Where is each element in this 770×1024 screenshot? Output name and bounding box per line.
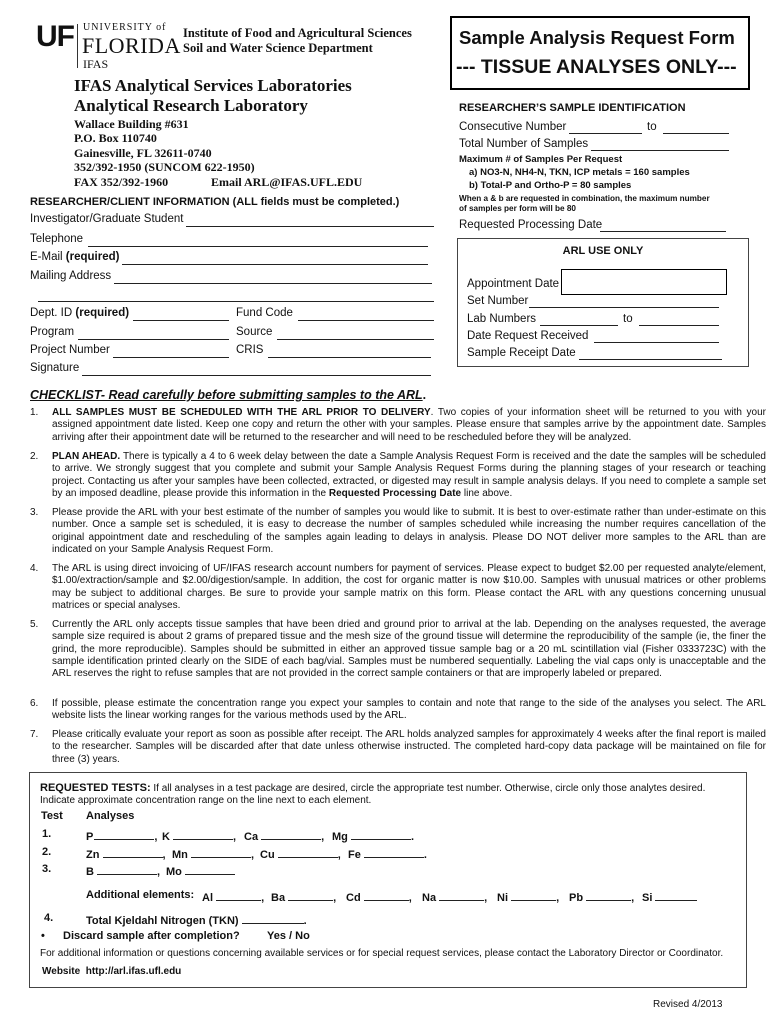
requested-tests-intro-2: Indicate approximate concentration range on the line next to each element. bbox=[40, 795, 372, 806]
max-samples-heading: Maximum # of Samples Per Request bbox=[459, 154, 623, 165]
checklist-item-text: If possible, please estimate the concentration range you expect your samples to contain and note that range to the side of the analyses you select. The ARL website lists the linear working ranges for the various methods used by the ARL. bbox=[52, 698, 766, 722]
form-title: Sample Analysis Request Form bbox=[459, 27, 735, 48]
analyte-b[interactable]: B , bbox=[86, 863, 160, 878]
analyte-label: B bbox=[86, 866, 94, 878]
analyte-label: Ba bbox=[271, 892, 286, 904]
additional-elements-label: Additional elements: bbox=[86, 889, 195, 901]
form-title-box bbox=[450, 16, 750, 90]
email-required: (required) bbox=[65, 251, 120, 263]
date-request-received-label: Date Request Received bbox=[467, 330, 589, 342]
range-field[interactable] bbox=[586, 889, 631, 901]
checklist-item-body-2: line above. bbox=[461, 487, 513, 499]
address-line: Gainesville, FL 32611-0740 bbox=[74, 145, 212, 160]
address-line: Wallace Building #631 bbox=[74, 117, 189, 131]
set-number-label: Set Number bbox=[467, 295, 529, 307]
checklist-item-number: 4. bbox=[30, 563, 39, 574]
lab-numbers-from-field[interactable] bbox=[540, 324, 618, 326]
checklist-item-body: There is typically a 4 to 6 week delay between the date a Sample Analysis Request Form is received and the date the samples will be scheduled to arrive. We strongly suggest that you complete and submit your Sample Analysis Request Forms during the planning stages of your research or teaching project. Contacting us after your samples have been collected, extracted, or digested may result in sample analysis delays. If you need to complete a sample set by an imposed deadline, please provide this information in the bbox=[52, 451, 766, 499]
dept-id-required: (required) bbox=[75, 307, 130, 319]
cris-label: CRIS bbox=[236, 344, 264, 356]
discard-bullet: • bbox=[41, 930, 45, 942]
checklist-item-text: Please critically evaluate your report as soon as possible after receipt. The ARL holds analyzed samples for approximately 4 weeks after the final report is mailed to the researcher. Samples will be discarded after that date unless otherwise instructed. The completed hard-copy data package will be maintained on file for three (3) years. bbox=[52, 729, 766, 765]
analyte-ca[interactable]: Ca , bbox=[244, 828, 324, 843]
investigator-label: Investigator/Graduate Student bbox=[30, 213, 184, 225]
checklist-item-number: 3. bbox=[30, 507, 39, 518]
project-number-field[interactable] bbox=[113, 356, 229, 358]
analyte-label: Mo bbox=[166, 866, 182, 878]
appointment-date-label: Appointment Date bbox=[467, 278, 560, 290]
header-arl: Analytical Research Laboratory bbox=[74, 96, 308, 115]
consecutive-number-label: Consecutive Number bbox=[459, 121, 567, 133]
logo-florida: FLORIDA bbox=[82, 33, 181, 58]
requested-processing-date-label: Requested Processing Date bbox=[459, 219, 603, 231]
analyte-label: Zn bbox=[86, 849, 100, 861]
analyte-ba[interactable]: Ba , bbox=[271, 889, 336, 904]
range-field[interactable] bbox=[655, 889, 697, 901]
test-2-number[interactable]: 2. bbox=[42, 846, 52, 858]
date-request-received-field[interactable] bbox=[594, 341, 719, 343]
sample-receipt-date-label: Sample Receipt Date bbox=[467, 347, 576, 359]
discard-yes-no[interactable]: Yes / No bbox=[267, 930, 310, 942]
program-label: Program bbox=[30, 326, 75, 338]
uf-logo bbox=[36, 18, 181, 76]
header-fax: FAX 352/392-1960 bbox=[74, 175, 169, 189]
header-address bbox=[74, 117, 255, 174]
header-institute: Institute of Food and Agricultural Sciences bbox=[183, 26, 412, 40]
range-field[interactable] bbox=[511, 889, 556, 901]
source-field[interactable] bbox=[277, 338, 434, 340]
analyte-label: Cu bbox=[260, 849, 275, 861]
analyte-p[interactable]: P , bbox=[86, 828, 157, 843]
website-label: Website bbox=[42, 966, 81, 977]
range-field[interactable] bbox=[103, 846, 163, 858]
requested-tests-box bbox=[29, 772, 747, 988]
analyte-cd[interactable]: Cd , bbox=[346, 889, 412, 904]
arl-use-only-box bbox=[457, 238, 749, 367]
analyte-mo[interactable] bbox=[166, 863, 235, 878]
header-department: Soil and Water Science Department bbox=[183, 41, 373, 55]
fund-code-label: Fund Code bbox=[236, 307, 293, 319]
max-samples-a: a) NO3-N, NH4-N, TKN, ICP metals = 160 samples bbox=[469, 167, 690, 178]
form-subtitle: --- TISSUE ANALYSES ONLY--- bbox=[456, 56, 737, 78]
set-number-field[interactable] bbox=[529, 306, 719, 308]
additional-info: For additional information or questions concerning available services or for special request services, please contact the Laboratory Director or Coordinator. bbox=[40, 948, 724, 959]
checklist-item-text bbox=[52, 451, 766, 500]
requested-tests-heading: REQUESTED TESTS: bbox=[40, 782, 151, 794]
analyte-fe[interactable]: Fe . bbox=[348, 846, 427, 861]
appointment-date-field[interactable] bbox=[561, 269, 727, 295]
analyte-label: Mn bbox=[172, 849, 188, 861]
analyte-label: Total Kjeldahl Nitrogen (TKN) bbox=[86, 915, 239, 927]
checklist-item-text: The ARL is using direct invoicing of UF/IFAS research account numbers for payment of services. Please expect to budget $2.00 per requested analyte/element, $1.00/extraction/sample and $2.00/digestion/sample. In addition, the cost for organic matter is now $10.00. Samples with unusual matrices or other problems may be subject to additional charges. Be sure to provide your sample matrix on this form. Please contact the ARL with any questions concerning unusual matrices or special analyses. bbox=[52, 563, 766, 611]
telephone-label: Telephone bbox=[30, 233, 84, 245]
analyte-ni[interactable]: Ni , bbox=[497, 889, 559, 904]
analyte-label: Fe bbox=[348, 849, 361, 861]
test-1-number[interactable]: 1. bbox=[42, 828, 52, 840]
checklist-item-text bbox=[52, 407, 766, 444]
address-line: 352/392-1950 (SUNCOM 622-1950) bbox=[74, 159, 255, 174]
program-field[interactable] bbox=[78, 338, 229, 340]
discard-question: Discard sample after completion? bbox=[63, 930, 240, 942]
range-field[interactable] bbox=[288, 889, 333, 901]
checklist-heading-text: CHECKLIST- Read carefully before submitting samples to the ARL bbox=[30, 388, 423, 402]
telephone-field[interactable] bbox=[88, 245, 428, 247]
mailing-address-field-1[interactable] bbox=[114, 282, 432, 284]
sample-receipt-date-field[interactable] bbox=[579, 358, 722, 360]
analyte-mg[interactable]: Mg . bbox=[332, 828, 414, 843]
range-field[interactable] bbox=[364, 846, 424, 858]
analyte-label: Mg bbox=[332, 831, 348, 843]
combined-note-2: of samples per form will be 80 bbox=[459, 204, 576, 213]
logo-divider bbox=[77, 24, 78, 68]
logo-ifas: IFAS bbox=[83, 57, 109, 71]
range-field[interactable] bbox=[439, 889, 484, 901]
analyte-zn[interactable]: Zn , bbox=[86, 846, 166, 861]
total-number-label: Total Number of Samples bbox=[459, 138, 589, 150]
client-info-heading: RESEARCHER/CLIENT INFORMATION (ALL fields must be completed.) bbox=[30, 196, 400, 208]
email-label bbox=[30, 251, 119, 263]
analyte-label: Ni bbox=[497, 892, 508, 904]
requested-tests-intro bbox=[40, 782, 740, 794]
cris-field[interactable] bbox=[268, 356, 431, 358]
checklist-heading-period: . bbox=[422, 388, 427, 402]
col-test-header: Test bbox=[41, 810, 63, 822]
analyte-tkn[interactable]: Total Kjeldahl Nitrogen (TKN) . bbox=[86, 912, 307, 927]
website-link[interactable]: http://arl.ifas.ufl.edu bbox=[85, 966, 182, 977]
dept-id-field[interactable] bbox=[133, 319, 229, 321]
lab-numbers-to-field[interactable] bbox=[639, 324, 719, 326]
analyte-label: P bbox=[86, 831, 94, 843]
range-field[interactable] bbox=[242, 912, 304, 924]
analyte-label: K bbox=[162, 831, 170, 843]
consecutive-to-label: to bbox=[647, 121, 657, 133]
range-field[interactable] bbox=[216, 889, 261, 901]
analyte-cu[interactable]: Cu , bbox=[260, 846, 341, 861]
combined-note-1: When a & b are requested in combination, the maximum number bbox=[459, 194, 710, 203]
dept-id-label-text: Dept. ID bbox=[30, 307, 73, 319]
test-3-number[interactable]: 3. bbox=[42, 863, 52, 875]
analyte-label: Ca bbox=[244, 831, 259, 843]
checklist-item-number: 2. bbox=[30, 451, 39, 462]
fund-code-field[interactable] bbox=[298, 319, 434, 321]
requested-tests-intro-text: If all analyses in a test package are desired, circle the appropriate test number. Otherwise, circle only those analytes desired. bbox=[150, 783, 706, 794]
logo-university-of: UNIVERSITY of bbox=[83, 22, 167, 33]
sample-id-heading: RESEARCHER’S SAMPLE IDENTIFICATION bbox=[459, 102, 686, 114]
email-field[interactable] bbox=[122, 263, 428, 265]
range-field[interactable] bbox=[97, 863, 157, 875]
checklist-item-bold: PLAN AHEAD. bbox=[52, 451, 121, 462]
checklist-item-number: 5. bbox=[30, 619, 39, 630]
range-field[interactable] bbox=[185, 863, 235, 875]
requested-processing-date-field[interactable] bbox=[600, 230, 726, 232]
email-label-text: E-Mail bbox=[30, 251, 63, 263]
signature-label: Signature bbox=[30, 362, 80, 374]
range-field[interactable] bbox=[278, 846, 338, 858]
analyte-mn[interactable]: Mn , bbox=[172, 846, 254, 861]
lab-numbers-to-label: to bbox=[623, 313, 633, 325]
checklist-item-text: Currently the ARL only accepts tissue samples that have been dried and ground prior to arrival at the lab. Depending on the analyses requested, the average sample size required is about 2 grams of prepared tissue and the mesh size of the ground tissue will determine the reproducibility of the sample (ie, the finer the grind, the more reproducible). Samples should be submitted in either an approved tissue sample bag or a 20 mL scintillation vial (Fisher 0333723C) with the sample identification printed clearly on the SIDE of each bag/vial. Samples must be numbered sequentially. Labeling the vial caps only is unacceptable and the ARL reserves the right to refuse samples that are not provided in the correct sample containers or that are improperly labeled or prepared. bbox=[52, 619, 766, 680]
consecutive-number-from-field[interactable] bbox=[569, 132, 642, 134]
total-number-field[interactable] bbox=[591, 149, 729, 151]
dept-id-label bbox=[30, 307, 129, 319]
range-field[interactable] bbox=[173, 828, 233, 840]
analyte-na[interactable]: Na , bbox=[422, 889, 487, 904]
checklist-item-number: 7. bbox=[30, 729, 39, 740]
website-row bbox=[42, 966, 181, 977]
range-field[interactable] bbox=[351, 828, 411, 840]
analyte-k[interactable]: K , bbox=[162, 828, 236, 843]
signature-field[interactable] bbox=[82, 374, 431, 376]
analyte-label: Pb bbox=[569, 892, 584, 904]
investigator-field[interactable] bbox=[186, 225, 434, 227]
mailing-address-field-2[interactable] bbox=[38, 300, 434, 302]
checklist-item-text: Please provide the ARL with your best estimate of the number of samples you would like to submit. It is best to over-estimate rather than under-estimate on this number. Once a sample set is scheduled, it is easy to decrease the number of samples scheduled while increasing the number requires cancellation of the original appointment date and rescheduling of the samples again leading to delays in analysis. Please DO NOT deliver more samples to the ARL than are indicated on your Sample Analysis Request Form. bbox=[52, 507, 766, 555]
range-field[interactable] bbox=[261, 828, 321, 840]
revised-date: Revised 4/2013 bbox=[653, 999, 723, 1010]
lab-numbers-label: Lab Numbers bbox=[467, 313, 537, 325]
analyte-label: Na bbox=[422, 892, 437, 904]
max-samples-b: b) Total-P and Ortho-P = 80 samples bbox=[469, 180, 632, 191]
checklist-item-number: 6. bbox=[30, 698, 39, 709]
col-analyses-header: Analyses bbox=[86, 810, 135, 822]
range-field[interactable] bbox=[94, 828, 154, 840]
checklist-item-body: . Two copies of your information sheet will be returned to you with your assigned appointment date listed. Keep one copy and return the other with your samples. Please ensure that samples arrive by the appointment date. Samples arriving after their appointment date will be returned to the researcher and will need to be rescheduled before they will be analyzed. bbox=[52, 407, 767, 443]
analyte-label: Al bbox=[202, 892, 213, 904]
analyte-al[interactable]: Al , bbox=[202, 889, 264, 904]
analyte-label: Cd bbox=[346, 892, 361, 904]
range-field[interactable] bbox=[364, 889, 409, 901]
checklist-item-bold-2: Requested Processing Date bbox=[328, 487, 462, 499]
source-label: Source bbox=[236, 326, 273, 338]
header-labs: IFAS Analytical Services Laboratories bbox=[74, 76, 352, 95]
mailing-address-label: Mailing Address bbox=[30, 270, 112, 282]
uf-mark: UF bbox=[36, 20, 74, 53]
range-field[interactable] bbox=[191, 846, 251, 858]
arl-use-only-heading: ARL USE ONLY bbox=[562, 245, 644, 257]
checklist-item-bold: ALL SAMPLES MUST BE SCHEDULED WITH THE ARL PRIOR TO DELIVERY bbox=[52, 407, 431, 418]
analyte-pb[interactable]: Pb , bbox=[569, 889, 634, 904]
project-number-label: Project Number bbox=[30, 344, 110, 356]
address-line: P.O. Box 110740 bbox=[74, 131, 157, 146]
header-email: Email ARL@IFAS.UFL.EDU bbox=[211, 175, 363, 189]
checklist-item-number: 1. bbox=[30, 407, 39, 418]
analyte-label: Si bbox=[642, 892, 653, 904]
test-4-number[interactable]: 4. bbox=[44, 912, 54, 924]
analyte-si[interactable] bbox=[642, 889, 697, 904]
checklist-heading bbox=[30, 386, 426, 404]
consecutive-number-to-field[interactable] bbox=[663, 132, 729, 134]
